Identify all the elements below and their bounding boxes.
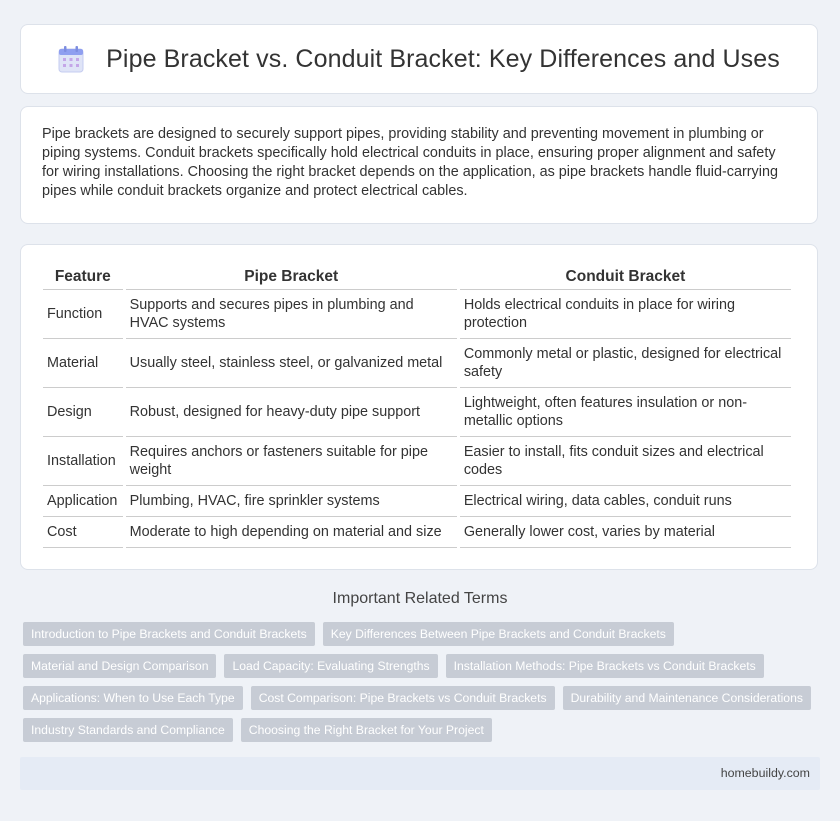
feature-cell: Installation: [43, 437, 123, 486]
table-row: [43, 388, 791, 437]
conduit-cell: Commonly metal or plastic, designed for electrical safety: [460, 339, 791, 388]
footer-site-link[interactable]: homebuildy.com: [720, 766, 810, 780]
table-row: [43, 486, 791, 517]
related-tag[interactable]: Industry Standards and Compliance: [23, 718, 233, 742]
table-row: [43, 517, 791, 548]
footer: [20, 757, 820, 790]
intro-text: Pipe brackets are designed to securely support pipes, providing stability and preventing movement in plumbing or piping systems. Conduit brackets specifically hold electrical conduits in place, ensuring proper alignment and safety for wiring installations. Choosing the right bracket depends on the application, as pipe brackets handle fluid-carrying pipes while conduit brackets organize and protect electrical cables.: [42, 126, 778, 199]
conduit-cell: Easier to install, fits conduit sizes and electrical codes: [460, 437, 791, 486]
table-row: [43, 437, 791, 486]
pipe-cell: Usually steel, stainless steel, or galvanized metal: [126, 339, 457, 388]
header-conduit-bracket: Conduit Bracket: [460, 265, 791, 290]
related-tag[interactable]: Installation Methods: Pipe Brackets vs Conduit Brackets: [446, 654, 764, 678]
related-tag[interactable]: Material and Design Comparison: [23, 654, 216, 678]
pipe-cell: Robust, designed for heavy-duty pipe support: [126, 388, 457, 437]
related-tag[interactable]: Durability and Maintenance Considerations: [563, 686, 811, 710]
comparison-table: [40, 265, 794, 548]
conduit-cell: Holds electrical conduits in place for wiring protection: [460, 290, 791, 339]
table-row: [43, 290, 791, 339]
feature-cell: Application: [43, 486, 123, 517]
conduit-cell: Lightweight, often features insulation or non-metallic options: [460, 388, 791, 437]
related-tag[interactable]: Key Differences Between Pipe Brackets and Conduit Brackets: [323, 622, 674, 646]
pipe-cell: Supports and secures pipes in plumbing and HVAC systems: [126, 290, 457, 339]
table-row: [43, 339, 791, 388]
feature-cell: Design: [43, 388, 123, 437]
pipe-cell: Moderate to high depending on material and size: [126, 517, 457, 548]
conduit-cell: Generally lower cost, varies by material: [460, 517, 791, 548]
header-pipe-bracket: Pipe Bracket: [126, 265, 457, 290]
calendar-icon: [58, 45, 84, 73]
header-feature: Feature: [43, 265, 123, 290]
related-tag[interactable]: Introduction to Pipe Brackets and Conduit Brackets: [23, 622, 315, 646]
related-terms-title: Important Related Terms: [332, 590, 508, 607]
title-card: [20, 24, 818, 94]
related-tag[interactable]: Choosing the Right Bracket for Your Project: [241, 718, 492, 742]
feature-cell: Function: [43, 290, 123, 339]
comparison-table-card: [20, 244, 818, 570]
feature-cell: Material: [43, 339, 123, 388]
conduit-cell: Electrical wiring, data cables, conduit runs: [460, 486, 791, 517]
related-tag[interactable]: Load Capacity: Evaluating Strengths: [224, 654, 437, 678]
related-tag[interactable]: Cost Comparison: Pipe Brackets vs Conduit Brackets: [251, 686, 555, 710]
page-title: Pipe Bracket vs. Conduit Bracket: Key Differences and Uses: [106, 44, 780, 73]
related-terms-tags: [23, 622, 813, 750]
intro-card: [20, 106, 818, 224]
pipe-cell: Plumbing, HVAC, fire sprinkler systems: [126, 486, 457, 517]
related-tag[interactable]: Applications: When to Use Each Type: [23, 686, 243, 710]
feature-cell: Cost: [43, 517, 123, 548]
pipe-cell: Requires anchors or fasteners suitable for pipe weight: [126, 437, 457, 486]
